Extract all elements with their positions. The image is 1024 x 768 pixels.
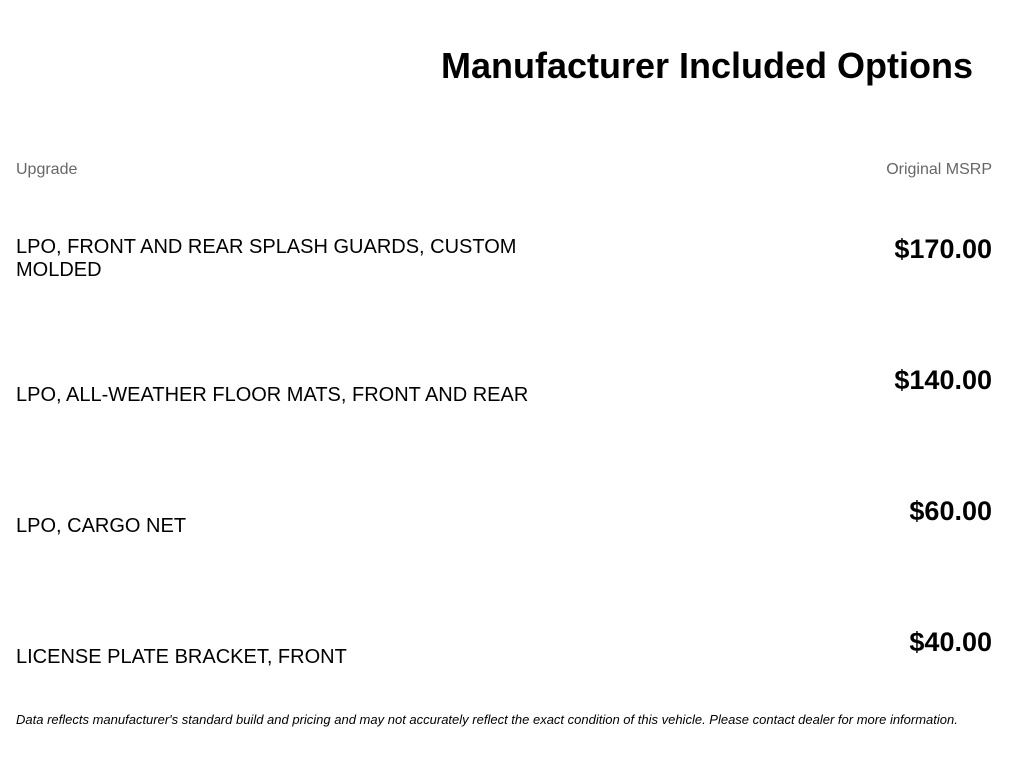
- option-row: [16, 622, 992, 753]
- option-row: [16, 229, 992, 360]
- option-row: [16, 360, 992, 491]
- option-price: $140.00: [894, 365, 992, 395]
- option-name: LPO, ALL-WEATHER FLOOR MATS, FRONT AND REAR: [16, 384, 529, 406]
- option-price: $170.00: [894, 234, 992, 264]
- option-name: LPO, CARGO NET: [16, 515, 187, 537]
- option-price: $60.00: [909, 496, 992, 526]
- page-title: Manufacturer Included Options: [441, 45, 974, 86]
- option-row: [16, 491, 992, 622]
- upgrade-column-header: Upgrade: [16, 161, 78, 178]
- disclaimer-text: Data reflects manufacturer's standard build and pricing and may not accurately reflect the exact condition of this vehicle. Please contact dealer for more information.: [16, 712, 958, 727]
- option-name: LICENSE PLATE BRACKET, FRONT: [16, 646, 347, 668]
- option-name: LPO, FRONT AND REAR SPLASH GUARDS, CUSTOM MOLDED: [16, 236, 517, 281]
- options-list: [16, 229, 992, 753]
- option-price: $40.00: [909, 627, 992, 657]
- msrp-column-header: Original MSRP: [886, 161, 992, 178]
